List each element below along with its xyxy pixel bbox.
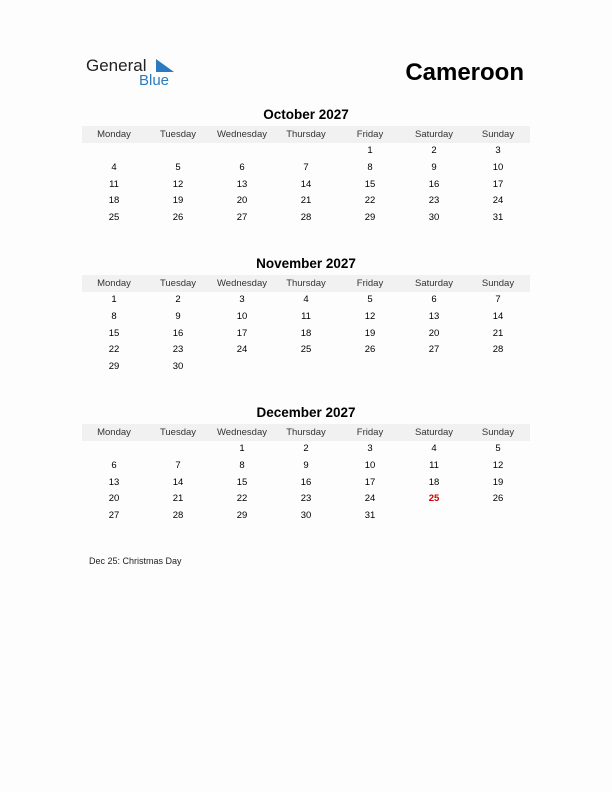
- day-cell: 12: [172, 178, 184, 190]
- weekday-label: Wednesday: [217, 129, 267, 140]
- day-cell: 27: [236, 212, 248, 224]
- day-cell: 20: [108, 493, 120, 505]
- day-cell: 4: [111, 161, 117, 173]
- day-cell: 12: [492, 459, 504, 471]
- day-cell: 24: [364, 493, 376, 505]
- day-cell: 27: [428, 344, 440, 356]
- day-cell: 24: [236, 344, 248, 356]
- day-cell: 8: [111, 310, 117, 322]
- weekday-label: Friday: [356, 278, 384, 289]
- day-cell: [274, 143, 338, 160]
- day-cell: 25: [428, 493, 440, 505]
- week-row: [82, 508, 530, 525]
- week-row: [82, 193, 530, 210]
- weekday-label: Wednesday: [217, 278, 267, 289]
- day-cell: 12: [364, 310, 376, 322]
- day-cell: 6: [239, 161, 245, 173]
- day-cell: 4: [303, 294, 309, 305]
- day-cell: 23: [428, 195, 440, 207]
- day-cell: 21: [300, 195, 312, 207]
- weekday-label: Thursday: [286, 427, 326, 438]
- weekday-label: Saturday: [414, 278, 454, 289]
- week-row: [82, 491, 530, 508]
- day-cell: 8: [239, 459, 245, 471]
- day-cell: 31: [364, 510, 376, 522]
- day-cell: 18: [428, 476, 440, 488]
- day-cell: 15: [108, 327, 120, 339]
- week-row: [82, 160, 530, 177]
- logo: [86, 56, 196, 96]
- weekday-header: [82, 275, 530, 292]
- month-october: [82, 106, 530, 227]
- holiday-note: Dec 25: Christmas Day: [89, 556, 182, 566]
- day-cell: 25: [108, 212, 120, 224]
- day-cell: 18: [108, 195, 120, 207]
- day-cell: 28: [172, 510, 184, 522]
- day-cell: 2: [303, 443, 309, 454]
- day-cell: 16: [300, 476, 312, 488]
- day-cell: 23: [300, 493, 312, 505]
- day-cell: 13: [428, 310, 440, 322]
- day-cell: 9: [431, 161, 437, 173]
- day-cell: 29: [364, 212, 376, 224]
- week-row: [82, 326, 530, 343]
- day-cell: 24: [492, 195, 504, 207]
- weekday-label: Sunday: [481, 278, 515, 289]
- day-cell: [274, 359, 338, 376]
- day-cell: 14: [300, 178, 312, 190]
- day-cell: 11: [109, 178, 119, 190]
- day-cell: 5: [367, 294, 373, 305]
- day-cell: [146, 143, 210, 160]
- weekday-label: Monday: [97, 278, 131, 289]
- country-title: Cameroon: [405, 59, 524, 86]
- day-cell: 22: [108, 344, 120, 356]
- day-cell: 5: [175, 161, 181, 173]
- week-row: [82, 143, 530, 160]
- day-cell: 28: [300, 212, 312, 224]
- day-cell: 15: [364, 178, 376, 190]
- day-cell: 16: [428, 178, 440, 190]
- day-cell: 17: [364, 476, 376, 488]
- day-cell: 23: [172, 344, 184, 356]
- day-cell: 15: [236, 476, 248, 488]
- day-cell: 7: [175, 459, 181, 471]
- day-cell: 16: [172, 327, 184, 339]
- day-cell: 5: [495, 443, 501, 454]
- week-row: [82, 210, 530, 227]
- week-row: [82, 177, 530, 194]
- day-cell: 11: [301, 310, 311, 322]
- day-cell: 1: [111, 294, 117, 305]
- day-cell: 21: [492, 327, 504, 339]
- weekday-label: Thursday: [286, 278, 326, 289]
- day-cell: 6: [431, 294, 437, 305]
- weekday-label: Sunday: [481, 129, 515, 140]
- day-cell: 21: [172, 493, 184, 505]
- day-cell: 3: [495, 145, 501, 156]
- day-cell: 10: [364, 459, 376, 471]
- day-cell: 2: [431, 145, 437, 156]
- day-cell: 17: [492, 178, 504, 190]
- logo-blue-text: Blue: [139, 72, 170, 89]
- day-cell: 26: [492, 493, 504, 505]
- week-row: [82, 441, 530, 458]
- day-cell: 22: [236, 493, 248, 505]
- day-cell: 26: [172, 212, 184, 224]
- month-title: November 2027: [256, 256, 356, 271]
- weekday-label: Wednesday: [217, 427, 267, 438]
- day-cell: [210, 359, 274, 376]
- day-cell: 7: [495, 294, 501, 305]
- week-row: [82, 292, 530, 309]
- day-cell: 10: [236, 310, 248, 322]
- day-cell: 7: [303, 161, 309, 173]
- day-cell: 25: [300, 344, 312, 356]
- day-cell: 3: [367, 443, 373, 454]
- day-cell: 28: [492, 344, 504, 356]
- day-cell: [466, 359, 530, 376]
- weekday-label: Tuesday: [159, 427, 197, 438]
- day-cell: 9: [175, 310, 181, 322]
- day-cell: 8: [367, 161, 373, 173]
- weekday-label: Monday: [97, 427, 131, 438]
- day-cell: 22: [364, 195, 376, 207]
- day-cell: [338, 359, 402, 376]
- day-cell: 14: [172, 476, 184, 488]
- day-cell: [466, 508, 530, 525]
- day-cell: [146, 441, 210, 458]
- week-row: [82, 342, 530, 359]
- logo-triangle-icon: [156, 59, 174, 73]
- day-cell: [402, 508, 466, 525]
- week-row: [82, 475, 530, 492]
- day-cell: 20: [428, 327, 440, 339]
- day-cell: 31: [492, 212, 504, 224]
- day-cell: 20: [236, 195, 248, 207]
- day-cell: 14: [492, 310, 504, 322]
- day-cell: 29: [108, 361, 120, 373]
- day-cell: 19: [492, 476, 504, 488]
- day-cell: 4: [431, 443, 437, 454]
- day-cell: 30: [172, 361, 184, 373]
- month-title: December 2027: [256, 405, 356, 420]
- week-row: [82, 458, 530, 475]
- day-cell: 6: [111, 459, 117, 471]
- day-cell: 11: [429, 459, 439, 471]
- day-cell: 19: [364, 327, 376, 339]
- day-cell: [402, 359, 466, 376]
- week-row: [82, 309, 530, 326]
- weekday-label: Monday: [97, 129, 131, 140]
- day-cell: 2: [175, 294, 181, 305]
- day-cell: 30: [428, 212, 440, 224]
- day-cell: [82, 143, 146, 160]
- day-cell: 26: [364, 344, 376, 356]
- weekday-header: [82, 424, 530, 441]
- weekday-label: Friday: [356, 129, 384, 140]
- day-cell: 27: [108, 510, 120, 522]
- weekday-label: Tuesday: [159, 129, 197, 140]
- day-cell: [210, 143, 274, 160]
- weekday-label: Thursday: [286, 129, 326, 140]
- week-row: [82, 359, 530, 376]
- day-cell: 29: [236, 510, 248, 522]
- day-cell: 13: [236, 178, 248, 190]
- day-cell: 1: [367, 145, 373, 156]
- day-cell: 3: [239, 294, 245, 305]
- day-cell: 10: [492, 161, 504, 173]
- weekday-label: Friday: [356, 427, 384, 438]
- month-november: [82, 255, 530, 376]
- weekday-label: Tuesday: [159, 278, 197, 289]
- day-cell: 13: [108, 476, 120, 488]
- month-december: [82, 404, 530, 525]
- month-title: October 2027: [263, 107, 349, 122]
- weekday-label: Sunday: [481, 427, 515, 438]
- day-cell: 19: [172, 195, 184, 207]
- day-cell: [82, 441, 146, 458]
- day-cell: 1: [239, 443, 245, 454]
- day-cell: 17: [236, 327, 248, 339]
- day-cell: 9: [303, 459, 309, 471]
- logo-general-text: General: [86, 56, 147, 75]
- weekday-label: Saturday: [414, 129, 454, 140]
- day-cell: 18: [300, 327, 312, 339]
- weekday-label: Saturday: [414, 427, 454, 438]
- day-cell: 30: [300, 510, 312, 522]
- weekday-header: [82, 126, 530, 143]
